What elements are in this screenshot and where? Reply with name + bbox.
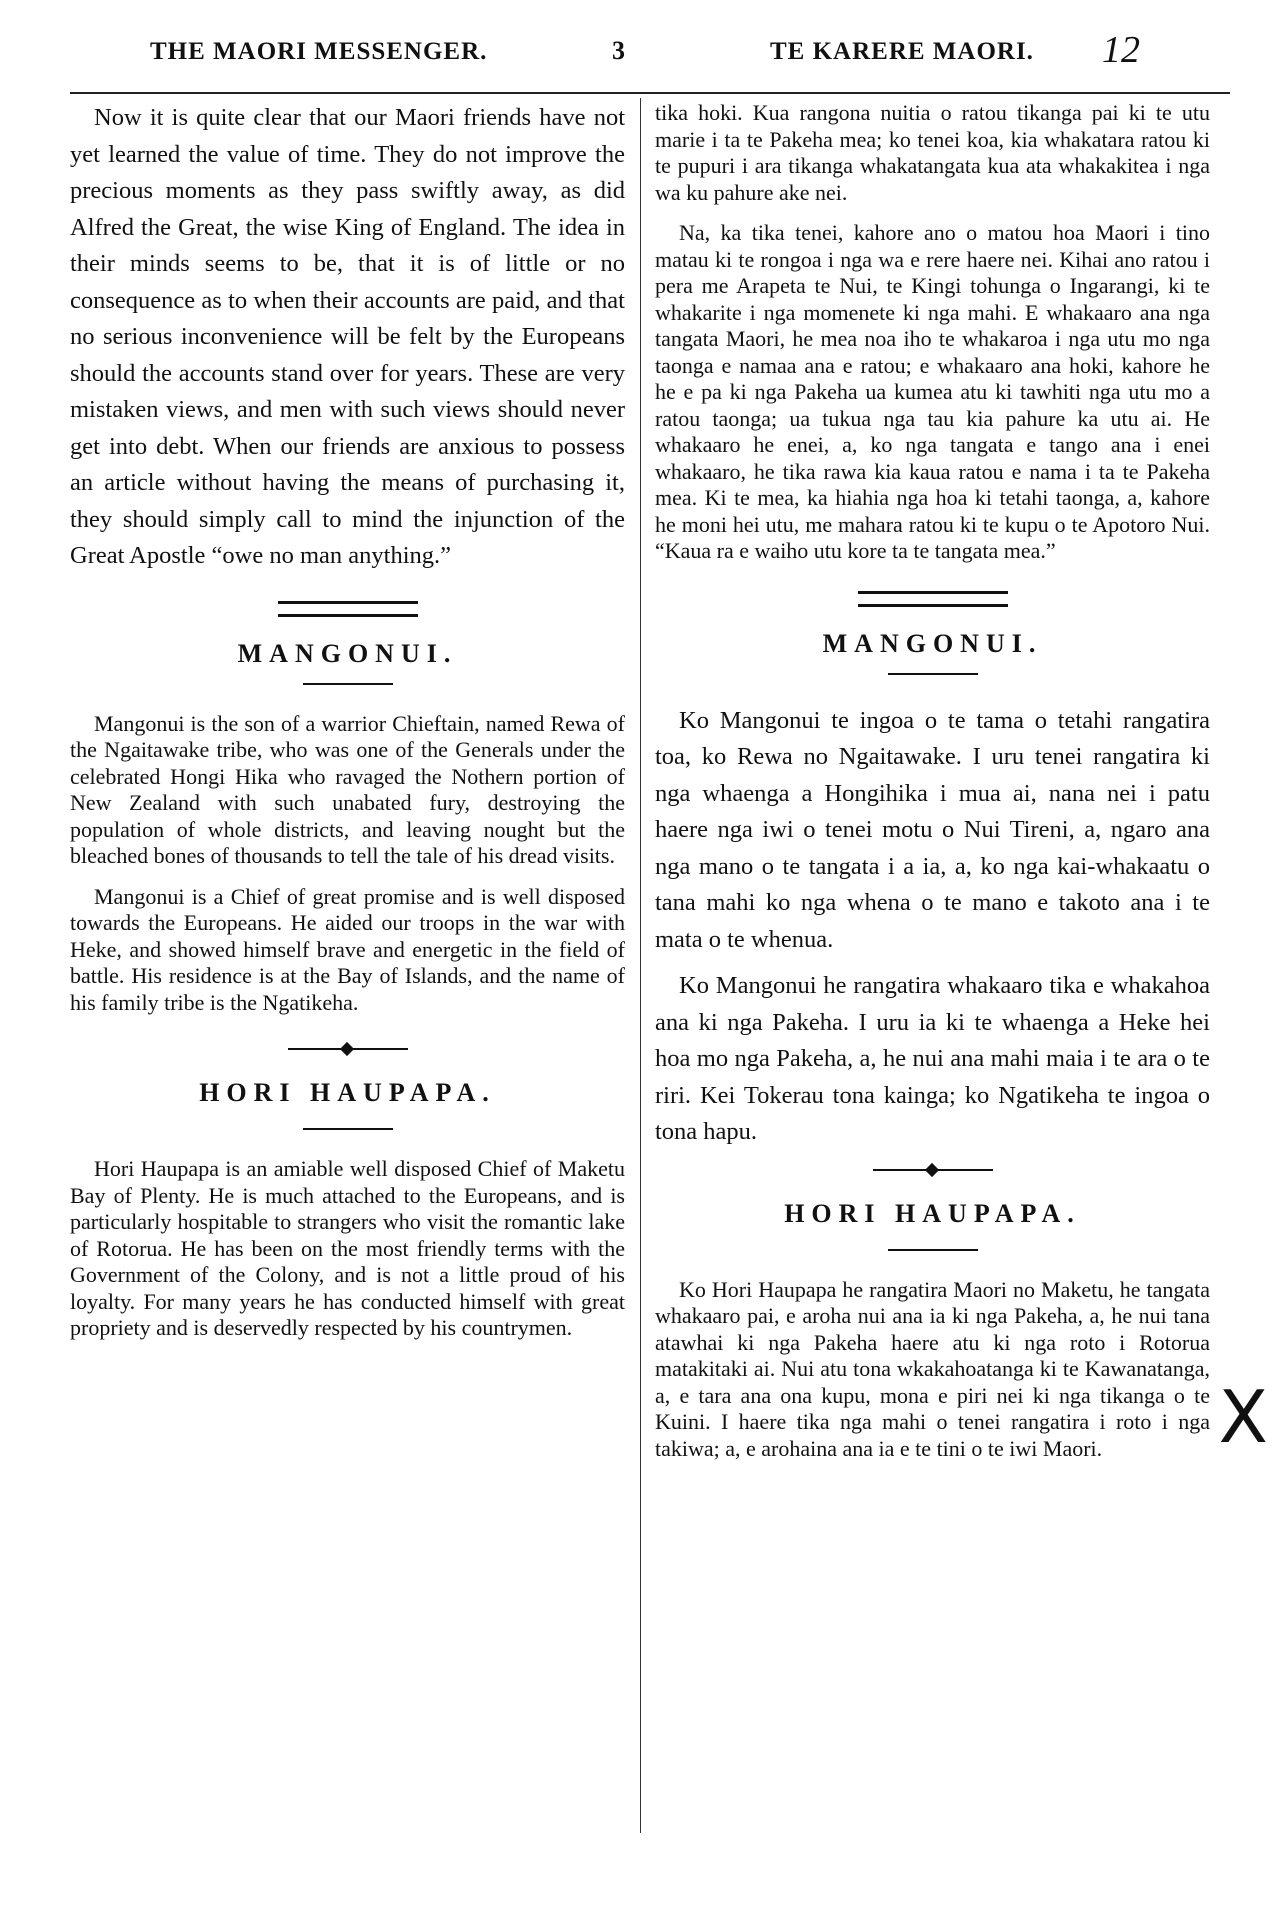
section-title-hori-haupapa: HORI HAUPAPA.	[199, 1078, 496, 1107]
ornament-divider	[873, 1163, 993, 1177]
hori-haupapa-paragraph: Hori Haupapa is an amiable well disposed Chief of Maketu Bay of Plenty. He is much attached to the Europeans, and is particularly hospitable to strangers who visit the romantic lake of Rotorua. He has been on the most friendly terms with the Government of the Colony, and is not a little proud of his loyalty. For many years he has conducted himself with great propriety and is deservedly respected by his countrymen.	[70, 1156, 625, 1340]
title-underline	[303, 1128, 393, 1130]
title-underline	[888, 673, 978, 675]
double-rule-divider	[858, 591, 1008, 607]
mangonui-paragraph-1: Mangonui is the son of a warrior Chieftain, named Rewa of the Ngaitawake tribe, who was one of the Generals under the celebrated Hongi Hika who ravaged the Nothern portion of New Zealand with such unabated fury, destroying the population of whole districts, and leaving nought but the bleached bones of thousands to tell the tale of his dread visits.	[70, 710, 625, 868]
english-intro-paragraph: Now it is quite clear that our Maori friends have not yet learned the value of time. They do not improve the precious moments as they pass swiftly away, as did Alfred the Great, the wise King of England. The idea in their minds seems to be, that it is of little or no consequence as to when their accounts are paid, and that no serious inconvenience will be felt by the Europeans should the accounts stand over for years. These are very mistaken views, and men with such views should never get into debt. When our friends are anxious to possess an article without having the means of purchasing it, they should simply call to mind the injunction of the Great Apostle “owe no man anything.”	[70, 104, 625, 569]
english-column	[70, 100, 625, 1342]
title-underline	[303, 683, 393, 685]
ornament-divider	[288, 1042, 408, 1056]
running-head	[150, 28, 1150, 78]
maori-intro-continuation: tika hoki. Kua rangona nuitia o ratou tikanga pai ki te utu marie i ta te Pakeha mea; ko tenei koa, kia whakatara ratou ki te pupuri i ara tikanga whakatangata kua ata whakakitea i nga wa ku pahure ake nei.	[655, 100, 1210, 205]
handwritten-page-mark: 12	[1102, 29, 1140, 71]
mangonui-maori-paragraph-1: Ko Mangonui te ingoa o te tama o tetahi rangatira toa, ko Rewa no Ngaitawake. I uru tenei rangatira ki nga whaenga a Hongihika i mua ai, nana nei i patu haere nga iwi o tenei motu o Nui Tireni, a, ngaro ana nga mano o te tangata i a ia, a, ko nga kai-whakaatu o tana mahi ko nga whena o te mano e takoto ana i te mata o te whenua.	[655, 706, 1210, 953]
masthead-english: THE MAORI MESSENGER.	[150, 38, 488, 65]
maori-intro-paragraph: Na, ka tika tenei, kahore ano o matou hoa Maori i tino matau ki te rongoa i nga wa e rere haere nei. Kihai ano ratou i pera me Arapeta te Nui, te Kingi tohunga o Ingarangi, ki te whakarite i nga momenete ki nga mahi. E whakaaro ana nga tangata Maori, he mea noa iho te whakaroa i nga utu mo nga taonga e namaa ana e ratou; e whakaaro ana hoki, kahore he he e pa ki nga Pakeha ua kumea atu ki tawhiti nga utu mo a ratou taonga; ua tukua nga tau kia pahure ka utu ai. He whakaaro he enei, a, ko nga tangata e tango ana i enei whakaaro, he tika rawa kia kaua ratou e nama i ta te Pakeha mea. Ki te mea, ka hiahia nga hoa ki tetahi taonga, a, kahore he moni hei utu, me mahara ratou ki te kupu o te Apotoro Nui. “Kaua ra e waiho utu kore ta te tangata mea.”	[655, 220, 1210, 563]
mangonui-maori-paragraph-2: Ko Mangonui he rangatira whakaaro tika e whakahoa ana ki nga Pakeha. I uru ia ki te whaenga a Heke hei hoa mo nga Pakeha, a, he nui ana mahi maia i te ara o te riri. Kei Tokerau tona kainga; ko Ngatikeha te ingoa o tona hapu.	[655, 972, 1210, 1145]
section-title-mangonui: MANGONUI.	[237, 638, 458, 668]
maori-column	[655, 100, 1210, 1462]
page-number: 3	[612, 36, 625, 65]
section-title-mangonui-maori: MANGONUI.	[822, 628, 1043, 658]
header-rule	[70, 92, 1230, 94]
double-rule-divider	[278, 601, 418, 617]
mangonui-paragraph-2: Mangonui is a Chief of great promise and is well disposed towards the Europeans. He aided our troops in the war with Heke, and showed himself brave and energetic in the field of battle. His residence is at the Bay of Islands, and the name of his family tribe is the Ngatikeha.	[70, 883, 625, 1015]
hori-haupapa-maori-paragraph: Ko Hori Haupapa he rangatira Maori no Maketu, he tangata whakaaro pai, e aroha nui ana ia ki nga Pakeha, a, he nui tana atawhai ki nga Pakeha haere atu ki nga roto i Rotorua matakitaki ai. Nui atu tona wkakahoatanga ki te Kawanatanga, a, e tara ana ona kupu, mona e piri nei ki nga tikanga o te Kuini. I haere tika nga mahi o tenei rangatira i roto i nga takiwa; a, e arohaina ana ia e te tini o te iwi Maori.	[655, 1276, 1210, 1461]
title-underline	[888, 1249, 978, 1251]
column-divider	[640, 98, 641, 1833]
section-title-hori-haupapa-maori: HORI HAUPAPA.	[784, 1198, 1081, 1228]
margin-x-mark: X	[1218, 1375, 1268, 1459]
masthead-maori: TE KARERE MAORI.	[770, 38, 1034, 65]
